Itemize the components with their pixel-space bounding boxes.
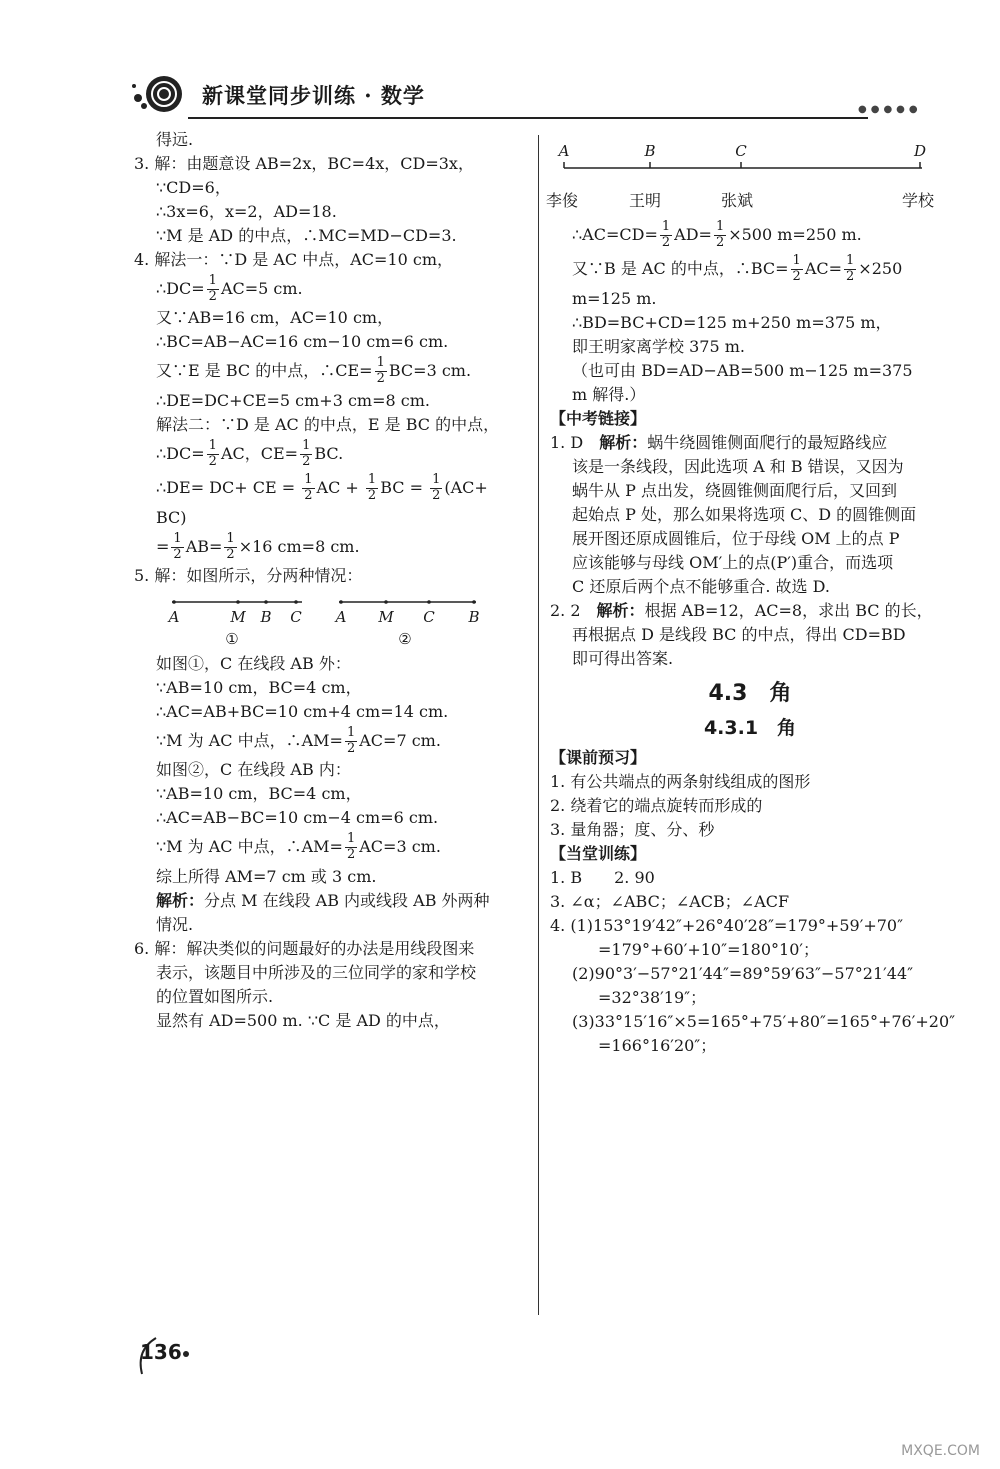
text-line (134, 248, 529, 272)
line-text: 如图②，C 在线段 AB 内： (156, 760, 351, 780)
text-line (550, 383, 950, 407)
segment-label: B (468, 607, 480, 626)
line-text: 1. D (550, 432, 600, 452)
line-text: ∴AC=AB+BC=10 cm+4 cm=14 cm. (156, 701, 449, 721)
fraction (345, 726, 357, 757)
fraction (844, 254, 856, 285)
segment-label: B (260, 607, 272, 626)
line-text: 蜗牛绕圆锥侧面爬行的最短路线应 (647, 432, 888, 452)
fraction-numerator: 1 (208, 437, 217, 453)
left-column (134, 128, 529, 1033)
text-line (550, 647, 950, 671)
fraction-numerator: 1 (226, 530, 235, 546)
route-letter: C (735, 142, 747, 160)
text-line (134, 806, 529, 830)
line-text: AB= (185, 536, 223, 556)
text-line (550, 746, 950, 770)
route-name: 学校 (901, 191, 935, 210)
text-line (134, 985, 529, 1009)
fraction (207, 439, 219, 470)
header-rule (188, 117, 868, 119)
segment-point (236, 600, 240, 604)
fraction-denominator: 2 (208, 453, 217, 469)
line-text: ∵M 为 AC 中点，∴AM= (156, 837, 343, 857)
text-line (134, 306, 529, 330)
line-text: m=125 m. (572, 288, 657, 308)
text-line (550, 479, 950, 503)
section-heading (550, 714, 950, 743)
route-name: 李俊 (545, 191, 579, 210)
line-text: =166°16′20″； (598, 1036, 717, 1056)
line-text: AC=3 cm. (359, 837, 441, 857)
fraction-numerator: 1 (846, 253, 855, 269)
line-text: 6. 解：解决类似的问题最好的办法是用线段图来 (134, 938, 475, 958)
fraction-denominator: 2 (432, 488, 441, 504)
fraction-numerator: 1 (376, 355, 385, 371)
segment-point (264, 600, 268, 604)
line-text: ∴DC= (156, 279, 205, 298)
text-line (134, 471, 529, 505)
fraction-denominator: 2 (715, 235, 725, 250)
line-text: 2. 2 (550, 600, 597, 620)
line-text: 3. ∠α；∠ABC；∠ACB；∠ACF (550, 892, 790, 912)
text-line (550, 962, 950, 986)
route-figure (545, 128, 950, 218)
text-line (134, 724, 529, 758)
text-line (134, 937, 529, 961)
line-text: ×250 (858, 259, 903, 279)
section-heading-text: 4.3 角 (708, 680, 792, 706)
line-text: ∵AB=10 cm，BC=4 cm， (156, 784, 362, 804)
section-heading (550, 677, 950, 710)
line-text: 解法二：∵D 是 AC 的中点，E 是 BC 的中点， (156, 414, 500, 434)
text-line (550, 455, 950, 479)
line-text: C 还原后两个点不能够重合. 故选 D. (572, 576, 830, 596)
line-text: ∵AB=10 cm，BC=4 cm， (156, 677, 362, 697)
segment-label: C (290, 607, 302, 626)
line-text: 根据 AB=12，AC=8，求出 BC 的长， (644, 600, 933, 620)
line-text: ×500 m=250 m. (728, 225, 862, 244)
fraction-denominator: 2 (661, 235, 671, 250)
line-text: 又∵B 是 AC 的中点，∴BC= (572, 259, 789, 279)
line-text: 4. (1)153°19′42″+26°40′28″=179°+59′+70″ (550, 916, 904, 936)
fraction-numerator: 1 (173, 530, 182, 546)
text-line (134, 889, 529, 913)
text-line (134, 830, 529, 864)
text-line (134, 272, 529, 306)
line-text: 得远. (156, 130, 194, 149)
segment-label: C (423, 607, 435, 626)
book-title: 新课堂同步训练 · 数学 (202, 83, 425, 108)
route-letter: A (558, 142, 570, 160)
section-tag: 【课前预习】 (550, 748, 647, 768)
text-line (134, 865, 529, 889)
watermark: MXQE.COM (901, 1443, 980, 1459)
segment-figure (134, 588, 529, 652)
fraction-numerator: 1 (367, 472, 377, 488)
text-line (550, 431, 950, 455)
text-line (134, 564, 529, 588)
analysis-tag: 解析： (596, 600, 645, 620)
fraction (224, 532, 236, 563)
line-text: ∴DC= (156, 443, 205, 463)
text-line (550, 794, 950, 818)
text-line (550, 503, 950, 527)
fraction (366, 473, 378, 504)
text-line (550, 599, 950, 623)
line-text: （也可由 BD=AD−AB=500 m−125 m=375 (572, 360, 913, 380)
line-text: 的位置如图所示. (156, 986, 274, 1006)
text-line (550, 938, 950, 962)
fraction-numerator: 1 (346, 831, 356, 847)
fraction-denominator: 2 (226, 546, 235, 562)
fraction-denominator: 2 (376, 371, 385, 387)
fraction-numerator: 1 (715, 219, 725, 235)
line-text: AC=7 cm. (359, 730, 441, 750)
fraction-numerator: 1 (432, 472, 441, 488)
segment-point (384, 600, 388, 604)
text-line (134, 354, 529, 388)
fraction-numerator: 1 (304, 472, 313, 488)
line-text: 再根据点 D 是线段 BC 的中点，得出 CD=BD (572, 624, 906, 644)
line-text: ∴BD=BC+CD=125 m+250 m=375 m， (572, 312, 892, 332)
fraction (430, 473, 442, 504)
text-line (550, 252, 950, 286)
line-text: =179°+60′+10″=180°10′； (598, 940, 820, 960)
text-line (550, 866, 950, 890)
fraction-denominator: 2 (792, 269, 801, 285)
section-tag: 【当堂训练】 (550, 844, 647, 864)
line-text: 应该能够与母线 OM′上的点(P′)重合，而选项 (572, 552, 894, 572)
line-text: 如图①，C 在线段 AB 外： (156, 653, 351, 673)
route-name: 张斌 (720, 191, 754, 210)
text-line (134, 961, 529, 985)
text-line (550, 914, 950, 938)
text-line (550, 287, 950, 311)
line-text: m 解得.） (572, 384, 646, 404)
segment-label: A (335, 607, 347, 626)
text-line (134, 530, 529, 564)
segment-point (427, 600, 431, 604)
line-text: 4. 解法一：∵D 是 AC 中点，AC=10 cm， (134, 250, 454, 269)
segment-label: A (168, 607, 180, 626)
fraction (791, 254, 803, 285)
line-text: 5. 解：如图所示，分两种情况： (134, 565, 363, 585)
segment-point (339, 600, 343, 604)
figure-number-2: ② (398, 629, 412, 648)
text-line (550, 1010, 956, 1034)
line-text: ∵M 是 AD 的中点，∴MC=MD−CD=3. (156, 226, 457, 245)
fraction (302, 473, 314, 504)
line-text: BC. (314, 443, 344, 463)
page-header (128, 70, 948, 120)
text-line (550, 1034, 950, 1058)
line-text: BC) (156, 507, 187, 527)
text-line (134, 913, 529, 937)
fraction-numerator: 1 (792, 253, 801, 269)
line-text: AC= (804, 259, 843, 279)
text-line (550, 575, 950, 599)
line-text: 即王明家离学校 375 m. (572, 336, 745, 356)
text-line (550, 311, 950, 335)
line-text: 1. B 2. 90 (550, 868, 655, 888)
text-line (550, 890, 950, 914)
line-text: ×16 cm=8 cm. (238, 536, 360, 556)
line-text: 蜗牛从 P 点出发，绕圆锥侧面爬行后，又回到 (572, 480, 897, 500)
fraction-numerator: 1 (346, 725, 356, 741)
page-number: 136 (140, 1340, 182, 1364)
line-text: ∴DE=DC+CE=5 cm+3 cm=8 cm. (156, 390, 430, 410)
line-text: ∵M 为 AC 中点，∴AM= (156, 730, 343, 750)
line-text: 该是一条线段，因此选项 A 和 B 错误，又因为 (572, 456, 904, 476)
text-line (550, 818, 950, 842)
text-line (550, 623, 950, 647)
text-line (134, 128, 529, 152)
line-text: 显然有 AD=500 m. ∵C 是 AD 的中点， (156, 1010, 450, 1030)
segment-label: M (378, 607, 394, 626)
text-line (550, 335, 950, 359)
line-text: AC=5 cm. (220, 279, 303, 298)
text-line (134, 437, 529, 471)
fraction-denominator: 2 (304, 488, 313, 504)
text-line (134, 413, 529, 437)
line-text: ∴DE= DC+ CE = (156, 478, 301, 498)
fraction-numerator: 1 (208, 273, 217, 289)
text-line (134, 652, 529, 676)
analysis-tag: 解析： (599, 432, 648, 452)
text-line (134, 1009, 529, 1033)
text-line (550, 218, 950, 252)
line-text: (2)90°3′−57°21′44″=89°59′63″−57°21′44″ (572, 964, 914, 984)
line-text: BC=3 cm. (388, 361, 472, 381)
line-text: 分点 M 在线段 AB 内或线段 AB 外两种 (204, 890, 490, 910)
fraction (714, 220, 726, 251)
route-letter: B (644, 142, 656, 160)
fraction (171, 532, 183, 563)
fraction (207, 274, 219, 305)
line-text: 又∵AB=16 cm，AC=10 cm， (156, 308, 394, 328)
line-text: = (156, 536, 170, 556)
line-text: (AC+ (444, 478, 488, 498)
line-text: ∴AC=CD= (572, 225, 658, 244)
line-text: 3. 解：由题意设 AB=2x，BC=4x，CD=3x， (134, 154, 474, 173)
text-line (134, 152, 529, 176)
line-text: ∴3x=6，x=2，AD=18. (156, 202, 337, 221)
right-column (545, 128, 956, 1058)
fraction (300, 439, 312, 470)
segment-label: M (230, 607, 246, 626)
line-text: 起始点 P 处，那么如果将选项 C、D 的圆锥侧面 (572, 504, 917, 524)
line-text: ∴BC=AB−AC=16 cm−10 cm=6 cm. (156, 332, 449, 352)
text-line (134, 700, 529, 724)
fraction (660, 220, 672, 251)
line-text: AC，CE= (220, 443, 299, 463)
line-text: BC = (380, 478, 429, 498)
fraction-denominator: 2 (346, 847, 356, 863)
route-letter: D (913, 142, 927, 160)
text-line (550, 551, 950, 575)
text-line (134, 330, 529, 354)
line-text: 情况. (156, 914, 194, 934)
column-divider (538, 135, 539, 1315)
text-line (134, 389, 529, 413)
line-text: 3. 量角器；度、分、秒 (550, 820, 715, 840)
text-line (134, 782, 529, 806)
fraction (375, 356, 387, 387)
fraction (345, 832, 357, 863)
segment-point (172, 600, 176, 604)
text-line (134, 758, 529, 782)
header-dots: ●●●●● (858, 104, 922, 115)
fraction-denominator: 2 (302, 453, 311, 469)
fraction-denominator: 2 (208, 289, 217, 304)
line-text: =32°38′19″； (598, 988, 707, 1008)
text-line (550, 359, 950, 383)
text-line (134, 224, 529, 248)
line-text: AC + (316, 478, 364, 498)
text-line (550, 770, 950, 794)
text-line (134, 676, 529, 700)
section-heading-text: 4.3.1 角 (703, 716, 797, 739)
fraction-denominator: 2 (367, 488, 377, 504)
line-text: 即可得出答案. (572, 648, 674, 668)
line-text: ∵CD=6， (156, 178, 231, 197)
fraction-numerator: 1 (661, 219, 671, 235)
line-text: ∴AC=AB−BC=10 cm−4 cm=6 cm. (156, 808, 439, 828)
line-text: AD= (674, 225, 712, 244)
fraction-denominator: 2 (346, 740, 356, 756)
analysis-tag: 解析： (156, 890, 205, 910)
text-line (550, 986, 950, 1010)
line-text: 综上所得 AM=7 cm 或 3 cm. (156, 866, 377, 886)
line-text: 又∵E 是 BC 的中点，∴CE= (156, 361, 373, 381)
text-line (550, 842, 950, 866)
line-text: 表示，该题目中所涉及的三位同学的家和学校 (156, 962, 477, 982)
text-line (134, 176, 529, 200)
route-figure-svg (545, 128, 950, 218)
section-tag: 【中考链接】 (550, 408, 647, 428)
line-text: 展开图还原成圆锥后，位于母线 OM 上的点 P (572, 528, 900, 548)
text-line (550, 527, 950, 551)
snail-logo-icon (128, 70, 188, 120)
route-name: 王明 (628, 191, 662, 210)
text-line (550, 407, 950, 431)
line-text: (3)33°15′16″×5=165°+75′+80″=165°+76′+20″ (572, 1012, 956, 1032)
fraction-denominator: 2 (846, 269, 855, 285)
figure-number-1: ① (225, 629, 239, 648)
line-text: 2. 绕着它的端点旋转而形成的 (550, 796, 763, 816)
segment-point (472, 600, 476, 604)
line-text: 1. 有公共端点的两条射线组成的图形 (550, 772, 811, 792)
segment-point (294, 600, 298, 604)
segment-figure-svg (134, 588, 529, 652)
text-line (134, 506, 529, 530)
text-line (134, 200, 529, 224)
fraction-numerator: 1 (302, 437, 311, 453)
fraction-denominator: 2 (173, 546, 182, 562)
